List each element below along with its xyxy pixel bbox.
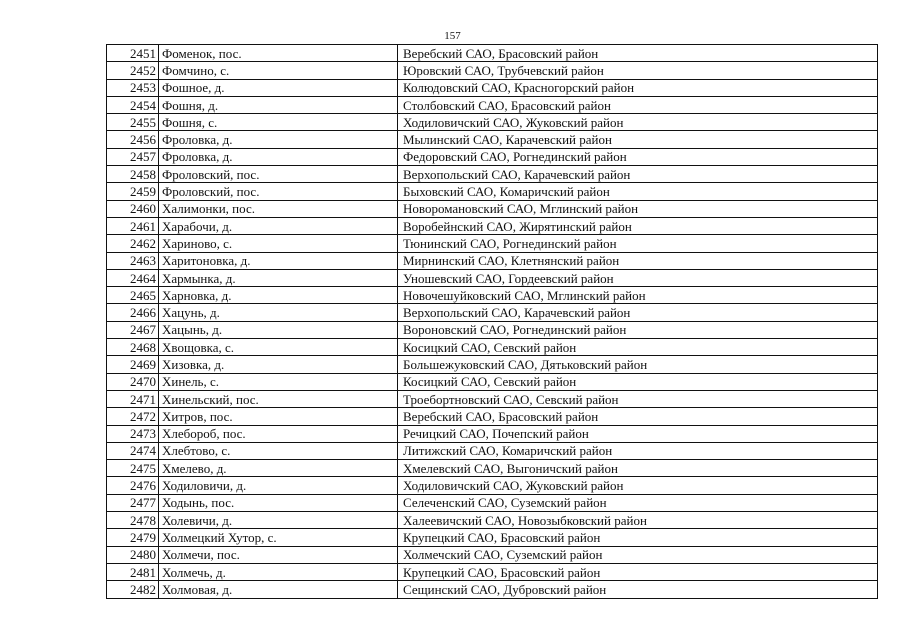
- settlement-name-cell: Фроловка, д.: [159, 148, 398, 165]
- administration-district-cell: Литижский САО, Комаричский район: [398, 442, 878, 459]
- table-row: [107, 269, 878, 286]
- administration-district-cell: Вороновский САО, Рогнединский район: [398, 321, 878, 338]
- settlement-name-cell: Хацынь, д.: [159, 321, 398, 338]
- row-number-cell: 2478: [107, 512, 159, 529]
- settlement-name-cell: Харитоновка, д.: [159, 252, 398, 269]
- row-number-cell: 2468: [107, 339, 159, 356]
- administration-district-cell: Косицкий САО, Севский район: [398, 339, 878, 356]
- table-row: [107, 408, 878, 425]
- administration-district-cell: Троебортновский САО, Севский район: [398, 390, 878, 407]
- settlement-name-cell: Хармынка, д.: [159, 269, 398, 286]
- table-row: [107, 356, 878, 373]
- administration-district-cell: Халеевичский САО, Новозыбковский район: [398, 512, 878, 529]
- administration-district-cell: Новоромановский САО, Мглинский район: [398, 200, 878, 217]
- administration-district-cell: Речицкий САО, Почепский район: [398, 425, 878, 442]
- table-row: [107, 148, 878, 165]
- row-number-cell: 2455: [107, 114, 159, 131]
- row-number-cell: 2469: [107, 356, 159, 373]
- settlement-name-cell: Холмечь, д.: [159, 563, 398, 580]
- table-row: [107, 79, 878, 96]
- row-number-cell: 2470: [107, 373, 159, 390]
- settlement-name-cell: Харновка, д.: [159, 287, 398, 304]
- table-row: [107, 166, 878, 183]
- row-number-cell: 2454: [107, 96, 159, 113]
- settlement-name-cell: Ходынь, пос.: [159, 494, 398, 511]
- settlement-name-cell: Харабочи, д.: [159, 217, 398, 234]
- administration-district-cell: Веребский САО, Брасовский район: [398, 408, 878, 425]
- row-number-cell: 2471: [107, 390, 159, 407]
- table-row: [107, 62, 878, 79]
- settlement-name-cell: Хмелево, д.: [159, 460, 398, 477]
- row-number-cell: 2472: [107, 408, 159, 425]
- row-number-cell: 2477: [107, 494, 159, 511]
- table-row: [107, 563, 878, 580]
- administration-district-cell: Большежуковский САО, Дятьковский район: [398, 356, 878, 373]
- row-number-cell: 2467: [107, 321, 159, 338]
- administration-district-cell: Крупецкий САО, Брасовский район: [398, 529, 878, 546]
- administration-district-cell: Уношевский САО, Гордеевский район: [398, 269, 878, 286]
- settlement-name-cell: Фомчино, с.: [159, 62, 398, 79]
- row-number-cell: 2451: [107, 45, 159, 62]
- administration-district-cell: Мылинский САО, Карачевский район: [398, 131, 878, 148]
- table-row: [107, 512, 878, 529]
- row-number-cell: 2457: [107, 148, 159, 165]
- settlement-name-cell: Хизовка, д.: [159, 356, 398, 373]
- row-number-cell: 2462: [107, 235, 159, 252]
- settlement-name-cell: Хитров, пос.: [159, 408, 398, 425]
- row-number-cell: 2464: [107, 269, 159, 286]
- settlement-name-cell: Хинель, с.: [159, 373, 398, 390]
- row-number-cell: 2452: [107, 62, 159, 79]
- administration-district-cell: Ходиловичский САО, Жуковский район: [398, 114, 878, 131]
- row-number-cell: 2453: [107, 79, 159, 96]
- table-row: [107, 529, 878, 546]
- table-row: [107, 339, 878, 356]
- row-number-cell: 2465: [107, 287, 159, 304]
- table-body: [107, 45, 878, 599]
- table-row: [107, 252, 878, 269]
- table-row: [107, 96, 878, 113]
- administration-district-cell: Воробейнский САО, Жирятинский район: [398, 217, 878, 234]
- row-number-cell: 2475: [107, 460, 159, 477]
- table-row: [107, 114, 878, 131]
- row-number-cell: 2460: [107, 200, 159, 217]
- row-number-cell: 2463: [107, 252, 159, 269]
- settlement-name-cell: Хлебороб, пос.: [159, 425, 398, 442]
- administration-district-cell: Новочешуйковский САО, Мглинский район: [398, 287, 878, 304]
- table-row: [107, 425, 878, 442]
- administration-district-cell: Тюнинский САО, Рогнединский район: [398, 235, 878, 252]
- row-number-cell: 2459: [107, 183, 159, 200]
- settlement-name-cell: Хинельский, пос.: [159, 390, 398, 407]
- table-row: [107, 131, 878, 148]
- settlements-table: [106, 44, 878, 599]
- administration-district-cell: Сещинский САО, Дубровский район: [398, 581, 878, 598]
- table-row: [107, 321, 878, 338]
- settlement-name-cell: Хвощовка, с.: [159, 339, 398, 356]
- settlement-name-cell: Халимонки, пос.: [159, 200, 398, 217]
- table-row: [107, 477, 878, 494]
- administration-district-cell: Веребский САО, Брасовский район: [398, 45, 878, 62]
- row-number-cell: 2476: [107, 477, 159, 494]
- table-row: [107, 494, 878, 511]
- settlement-name-cell: Фошня, с.: [159, 114, 398, 131]
- settlement-name-cell: Фроловский, пос.: [159, 166, 398, 183]
- settlement-name-cell: Фошное, д.: [159, 79, 398, 96]
- row-number-cell: 2456: [107, 131, 159, 148]
- table-row: [107, 235, 878, 252]
- row-number-cell: 2479: [107, 529, 159, 546]
- table-row: [107, 304, 878, 321]
- row-number-cell: 2461: [107, 217, 159, 234]
- settlement-name-cell: Холмечи, пос.: [159, 546, 398, 563]
- row-number-cell: 2466: [107, 304, 159, 321]
- administration-district-cell: Ходиловичский САО, Жуковский район: [398, 477, 878, 494]
- settlement-name-cell: Холмовая, д.: [159, 581, 398, 598]
- administration-district-cell: Крупецкий САО, Брасовский район: [398, 563, 878, 580]
- administration-district-cell: Мирнинский САО, Клетнянский район: [398, 252, 878, 269]
- settlement-name-cell: Фоменок, пос.: [159, 45, 398, 62]
- administration-district-cell: Колюдовский САО, Красногорский район: [398, 79, 878, 96]
- row-number-cell: 2474: [107, 442, 159, 459]
- administration-district-cell: Косицкий САО, Севский район: [398, 373, 878, 390]
- table-row: [107, 442, 878, 459]
- row-number-cell: 2480: [107, 546, 159, 563]
- table-row: [107, 546, 878, 563]
- table-row: [107, 183, 878, 200]
- settlement-name-cell: Хлебтово, с.: [159, 442, 398, 459]
- administration-district-cell: Верхопольский САО, Карачевский район: [398, 166, 878, 183]
- administration-district-cell: Хмелевский САО, Выгоничский район: [398, 460, 878, 477]
- administration-district-cell: Верхопольский САО, Карачевский район: [398, 304, 878, 321]
- administration-district-cell: Холмечский САО, Суземский район: [398, 546, 878, 563]
- table-row: [107, 200, 878, 217]
- table-row: [107, 390, 878, 407]
- table-row: [107, 373, 878, 390]
- administration-district-cell: Столбовский САО, Брасовский район: [398, 96, 878, 113]
- row-number-cell: 2481: [107, 563, 159, 580]
- row-number-cell: 2473: [107, 425, 159, 442]
- settlement-name-cell: Хариново, с.: [159, 235, 398, 252]
- table-row: [107, 460, 878, 477]
- table-row: [107, 45, 878, 62]
- settlement-name-cell: Фошня, д.: [159, 96, 398, 113]
- settlement-name-cell: Холевичи, д.: [159, 512, 398, 529]
- table-row: [107, 217, 878, 234]
- administration-district-cell: Быховский САО, Комаричский район: [398, 183, 878, 200]
- settlement-name-cell: Хацунь, д.: [159, 304, 398, 321]
- settlement-name-cell: Холмецкий Хутор, с.: [159, 529, 398, 546]
- table-row: [107, 287, 878, 304]
- administration-district-cell: Селеченский САО, Суземский район: [398, 494, 878, 511]
- settlement-name-cell: Фроловский, пос.: [159, 183, 398, 200]
- administration-district-cell: Юровский САО, Трубчевский район: [398, 62, 878, 79]
- administration-district-cell: Федоровский САО, Рогнединский район: [398, 148, 878, 165]
- row-number-cell: 2482: [107, 581, 159, 598]
- settlement-name-cell: Ходиловичи, д.: [159, 477, 398, 494]
- settlement-name-cell: Фроловка, д.: [159, 131, 398, 148]
- page-number: 157: [444, 30, 461, 42]
- table-row: [107, 581, 878, 598]
- row-number-cell: 2458: [107, 166, 159, 183]
